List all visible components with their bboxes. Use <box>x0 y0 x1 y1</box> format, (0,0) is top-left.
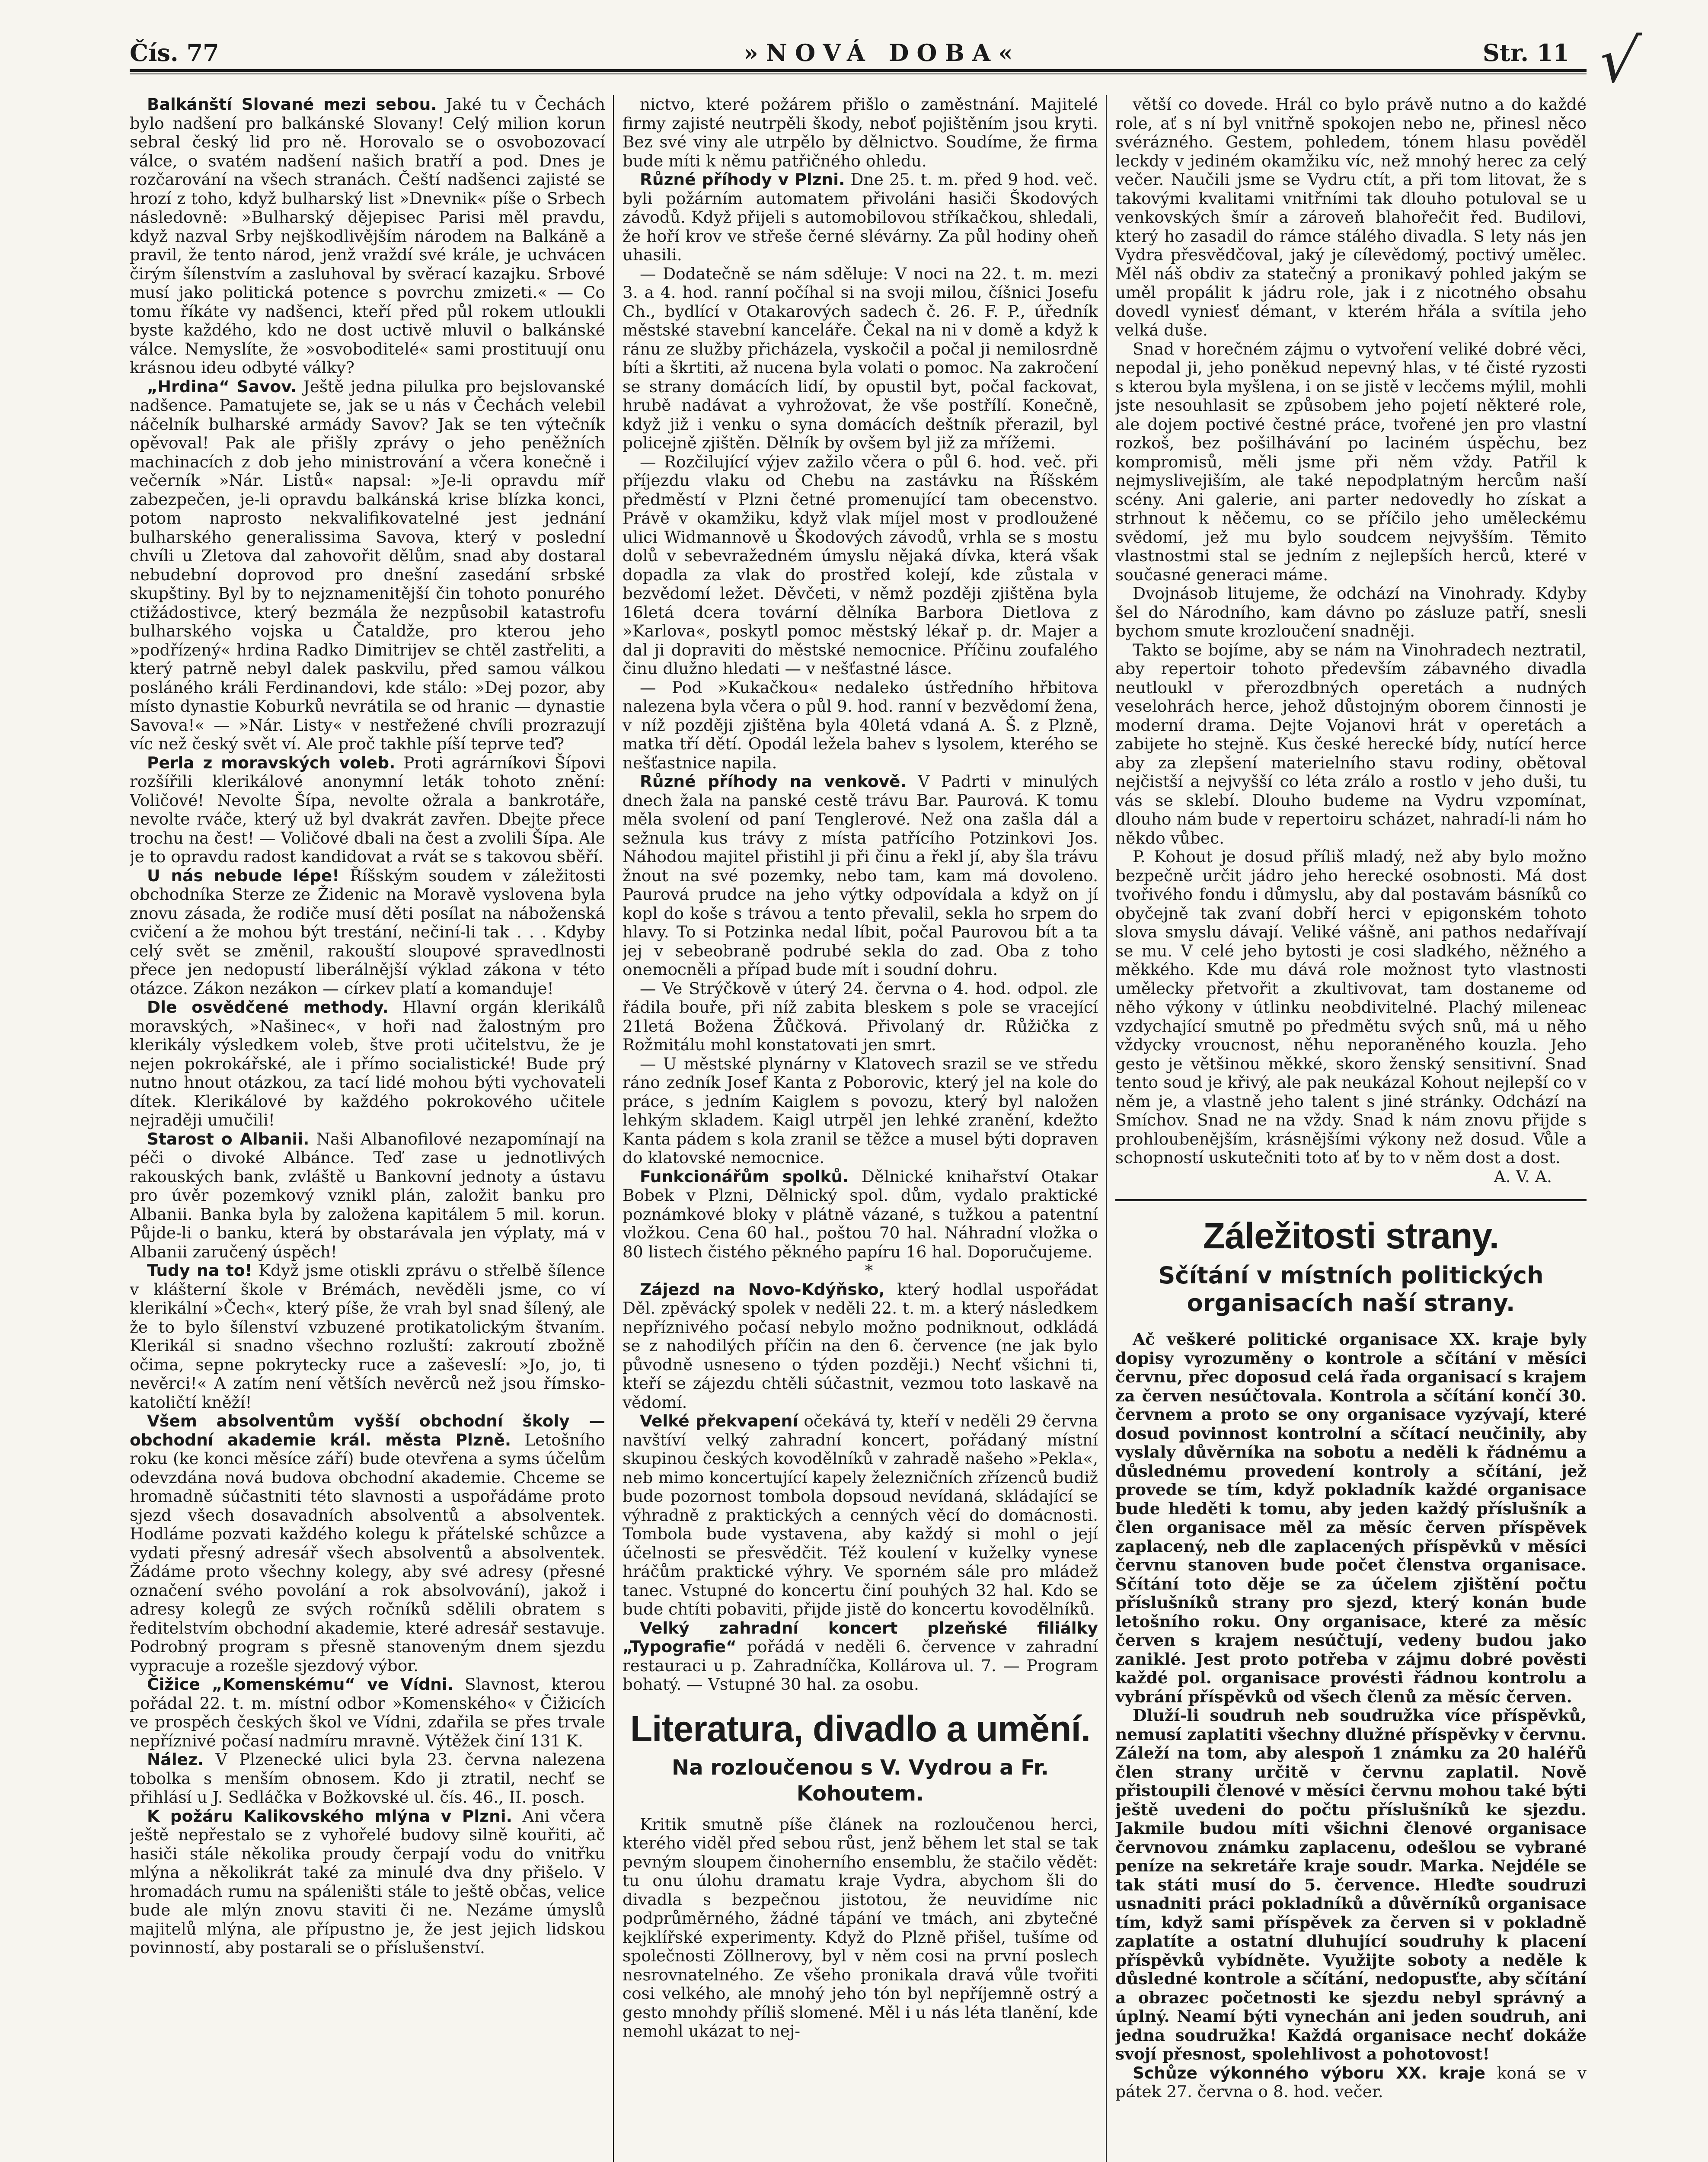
news-text: Hlavní orgán klerikálů moravských, »Našinec«, v hoři nad žalostným pro klerikály výsledkem voleb, štve proti učitelstvu, že je nejen pokrokářské, ale i přímo socialistické! Bude prý nutno hnout otázkou, za tací lidé mohou býti vychovateli dítek. Klerikálové by každého pokrokového učitele nejraději umučili! <box>130 998 605 1129</box>
news-headline: Nález. <box>147 1750 204 1769</box>
news-text: V Padrti v minulých dnech žala na panské cestě trávu Bar. Paurová. K tomu měla svolení od paní Tenglerové. Než ona zašla dál a sežnula kus trávy z místa patřícího Potzinkovi Jos. Náhodou majitel přistihl ji při činu a řekl jí, aby šla trávu žnout na své pozemky, nebo tam, kam má dovoleno. Paurová prudce na jeho výtky odpovídala a když on jí kopl do koše s trávou a tento převalil, sekla ho srpem do hlavy. To si Potzinka nedal líbit, počal Paurovou bít a ta jej v sebeobraně podrubé sekla do zad. Oba z toho onemocněli a případ bude mít i soudní dohru. <box>623 772 1098 979</box>
news-headline: Zájezd na Novo-Kdýňsko, <box>640 1279 885 1299</box>
news-paragraph <box>1115 340 1587 585</box>
news-text: Slavnost, kterou pořádal 22. t. m. místní odbor »Komenského« v Čižicích ve prospěch českých škol ve Vídni, zdařila se přes trvale nepříznivé počasí nadmíru mravně. Výtěžek činí 131 K. <box>130 1675 605 1750</box>
news-headline: Dle osvědčené methody. <box>147 998 389 1017</box>
news-text: Dělnické knihařství Otakar Bobek v Plzni, Dělnický spol. dům, vydalo praktické poznámkové bloky v plátně vázané, s tužkou a patentní vložkou. Cena 60 hal., poštou 70 hal. Náhradní vložka o 80 listech čistého pěkného papíru 16 hal. Doporučujeme. <box>623 1167 1098 1261</box>
separator-star: * <box>865 1261 873 1280</box>
column-3 <box>1115 95 1587 2162</box>
news-headline: Různé příhody na venkově. <box>640 772 907 791</box>
news-paragraph <box>623 979 1098 1055</box>
news-paragraph <box>130 377 605 754</box>
news-paragraph <box>130 1130 605 1262</box>
news-text: očekává ty, kteří v neděli 29 června navštíví velký zahradní koncert, pořádaný místní skupinou českých kovodělníků v zahradě našeho »Pekla«, neb mimo koncertující kapely železničních zřízenců budiž bude pozornost tombola dopsoud nevídaná, skládající se výhradně z praktických a cenných věcí do domácnosti. Tombola bude vystavena, aby každý si mohl o její účelnosti se přesvědčit. Též koulení v kuželky vynese hráčům praktické výhry. Ve sporném sále pro mládež tanec. Vstupné do koncertu činí pouhých 32 hal. Kdo se bude chtíti pobaviti, přijde jistě do koncertu kovodělníků. <box>623 1411 1098 1618</box>
news-headline: Tudy na to! <box>147 1261 252 1280</box>
news-text: — Pod »Kukačkou« nedaleko ústředního hřbitova nalezena byla včera o půl 9. hod. ranní v bezvědomí žena, v níž později zjištěna byla 40letá vdaná A. Š. z Plzně, matka tří dětí. Opodál ležela bahev s lysolem, kterého se nešťastnice napila. <box>623 678 1098 772</box>
news-text: Říšským soudem v záležitosti obchodníka Sterze ze Židenic na Moravě vyslovena byla znovu zásada, že rodiče musí děti posílat na náboženská cvičení a že mohou být trestání, nečiní-li tak . . . Kdyby celý svět se změnil, rakouští sloupové spravedlnosti přece jen nedopustí liberálnější výklad zákona v této otázce. Zákon nezákon — církev platí a komanduje! <box>130 866 605 998</box>
news-headline: Různé příhody v Plzni. <box>640 170 845 189</box>
article-signature: A. V. A. <box>1494 1167 1552 1186</box>
news-text: Jaké tu v Čechách bylo nadšení pro balkánské Slovany! Celý milion korun sebral český lid pro ně. Horovalo se o osvobozovací válce, o svatém nadšení našich bratří a pod. Dnes je rozčarování na všech stranách. Čeští nadšenci zajisté se hrozí z toho, když bulharský list »Dnevnik« píše o Srbech následovně: »Bulharský dějepisec Parisi měl pravdu, když nazval Srby nejškodlivějším národem na Balkáně a pravil, že tento národ, jenž vraždí své krále, je uchvácen čirým šílenstvím a zasluhoval by svěrací kazajku. Srbové musí jako politická potence s povrchu zmizeti.« — Co tomu říkáte vy nadšenci, kteří před půl rokem utloukli byste každého, kdo ne dost uctivě mluvil o balkánské válce. Nemyslíte, že »osvoboditelé« sami prostituují onu krásnou ideu odbyté války? <box>130 95 605 377</box>
news-text: — U městské plynárny v Klatovech srazil se ve středu ráno zedník Josef Kanta z Poborovic, který jel na kole do práce, s jedním Kaiglem s povozu, který byl naložen lehkým skladem. Kaigl utrpěl jen lehké zranění, kdežto Kanta pádem s kola zranil se těžce a musel býti dopraven do klatovské nemocnice. <box>623 1054 1098 1167</box>
section-title: Záležitosti strany. <box>1203 1215 1499 1256</box>
news-text: Letošního roku (ke konci měsíce září) bude otevřena a syms účelům odevzdána nová budova obchodní akademie. Chceme se hromadně súčastniti této slavnosti a uspořádáme proto sjezd všech dosavadních absolventů a absolventek. Hodláme pozvati každého kolegu k přátelské schůzce a vydati přesný adresář všech absolventů a absolventek. Žádáme proto všechny kolegy, aby své adresy (přesné označení svého povolání a rok absolvování), jakož i adresy kolegů ze svých ročníků sdělili obratem s ředitelstvím obchodní akademie, které adresář sestavuje. Podrobný program s přesně stanoveným dnem sjezdu vypracuje a rozešle sjezdový výbor. <box>130 1430 605 1675</box>
handwritten-check-mark: √ <box>1594 26 1643 96</box>
news-paragraph <box>623 95 1098 170</box>
article-title: Na rozloučenou s V. Vydrou a Fr. Kohoutem. <box>672 1755 1049 1806</box>
news-text: V Plzenecké ulici byla 23. června nalezena tobolka s menším obnosem. Kdo ji ztratil, nechť se přihlásí u J. Sedláčka v Božkovské ul. čís. 46., II. posch. <box>130 1750 605 1807</box>
news-text: Ani včera ještě nepřestalo se z vyhořelé budovy silně kouřiti, ač hasiči stále několika proudy čerpají vodu do vnitřku mlýna a několikrát také za minulé dva dny přišelo. V hromadách rumu na spáleništi stále to ještě občas, velice bude ale mlýn znovu staviti či ne. Nezáme úmyslů majitelů mlýna, ale přípustno je, že jest jejich lidskou povinností, aby postarali se o příslušenství. <box>130 1806 605 1957</box>
news-paragraph <box>130 754 605 867</box>
news-headline: Všem absolventům vyšší obchodní školy — obchodní akademie král. města Plzně. <box>130 1411 605 1449</box>
news-paragraph <box>623 772 1098 979</box>
news-text: Naši Albanofilové nezapomínají na péči o divoké Albánce. Teď zase u jednotlivých rakouských bank, zvláště u Bankovní jednoty a ústavu pro úvěr pozemkový vznikl plán, založit banku pro Albanii. Banka byla by založena kapitálem 5 mil. korun. Půjde-li o banku, která by obstarávala jen výplaty, má v Albanii zaručený úspěch! <box>130 1129 605 1261</box>
news-headline: „Hrdina“ Savov. <box>147 377 297 396</box>
news-text: Dluží-li soudruh neb soudružka více příspěvků, nemusí zaplatiti všechny dlužné příspěvky v červnu. Záleží na tom, aby alespoň 1 známku za 20 haléřů člen strany určitě v červnu zaplatil. Nově přistoupili členové v měsíci červnu mohou také býti ještě uvedeni do počtu příslušníků ke sjezdu. Jakmile budou míti všichni členové organisace červnovou známku zaplacenu, odešlou se vybrané peníze na sekretáře kraje soudr. Marka. Nejdéle se tak státi musí do 5. července. Hleďte soudruzi usnadniti práci pokladníků a důvěrníků organisace tím, když sami příspěvek za červen si v pokladně zaplatíte a ostatní dluhující soudruhy k placení příspěvků vybídněte. Využijte soboty a neděle k důsledné kontrole a sčítání, nedopusťte, aby sčítání a obrazec početnosti ke sjezdu nebyl správný a úplný. Neamí býti vynechán ani jeden soudruh, ani jedna soudružka! Každá organisace nechť dokáže svojí přesnost, spolehlivost a pohotovost! <box>1115 1706 1587 2063</box>
news-paragraph <box>623 265 1098 453</box>
news-headline: U nás nebude lépe! <box>147 866 340 885</box>
column-rule-2 <box>1106 95 1107 2162</box>
column-rule-1 <box>613 95 614 2162</box>
news-text: Dne 25. t. m. před 9 hod. več. byli požárním automatem přivoláni hasiči Škodových závodů. Když přijeli s automobilovou stříkačkou, shledali, že hoří krov ve střeše černé slévárny. Za půl hodiny oheň uhasili. <box>623 170 1098 264</box>
issue-number: Čís. 77 <box>130 39 219 67</box>
news-paragraph <box>130 998 605 1130</box>
page-header <box>130 39 1569 73</box>
news-paragraph <box>623 170 1098 265</box>
news-paragraph <box>130 95 605 377</box>
news-paragraph <box>1115 1330 1587 1706</box>
news-text: — Ve Strýčkově v úterý 24. června o 4. hod. odpol. zle řádila bouře, při níž zabita bleskem s pole se vracející 21letá Božena Žůčková. Přivolaný dr. Růžička z Rožmitálu mohl konstatovati jen smrt. <box>623 979 1098 1054</box>
news-headline: Balkánští Slované mezi sebou. <box>147 95 437 114</box>
column-2 <box>623 95 1098 2162</box>
news-paragraph <box>130 1807 605 1957</box>
news-headline: Velký zahradní koncert plzeňské filiálky „Typografie“ <box>623 1618 1098 1656</box>
article-subtitle: Sčítání v místních politických organisacích naší strany. <box>1158 1262 1544 1317</box>
news-headline: Schůze výkonného výboru XX. kraje <box>1133 2063 1486 2082</box>
news-paragraph <box>623 1619 1098 1694</box>
news-headline: Perla z moravských voleb. <box>147 753 396 772</box>
news-paragraph <box>1115 641 1587 848</box>
news-paragraph <box>130 1412 605 1675</box>
news-text: Ač veškeré politické organisace XX. kraje byly dopisy vyrozuměny o kontrole a sčítání v měsíci červnu, přec doposud celá řada organisací s krajem za červen nesúčtovala. Kontrola a sčítání končí 30. červnem a proto se ony organisace vyzývají, které dosud povinnost kontrolní a sčítací neučinily, aby vyslaly důvěrníka na sobotu a neděli k řádnému a důslednému provedení kontroly a sčítání, jež provede se tím, když pokladník každé organisace bude hleděti k tomu, aby jeden každý příslušník a člen organisace měl za měsíc červen příspěvek zaplacený, neb dle zaplacených příspěvků v měsíci červnu stanoven bude počet členstva organisace. Sčítání toto děje se za účelem zjištění počtu příslušníků strany pro sjezd, který konán bude letošního roku. Ony organisace, které za měsíc červen s krajem nesúčtují, vedeny budou jako zaniklé. Jest proto potřeba v zájmu dobré pověsti každé pol. organisace provésti řádnou kontrolu a vybrání příspěvků od všech členů za měsíc červen. <box>1115 1330 1587 1706</box>
news-paragraph <box>1115 2064 1587 2101</box>
news-headline: Čižice „Komenskému“ ve Vídni. <box>147 1675 453 1694</box>
news-paragraph <box>130 867 605 998</box>
news-paragraph <box>1115 584 1587 641</box>
news-paragraph <box>130 1750 605 1807</box>
page-number: Str. 11 <box>1482 39 1569 67</box>
news-paragraph <box>1115 848 1587 1167</box>
news-headline: Funkcionářům spolků. <box>640 1167 849 1186</box>
news-text: Snad v horečném zájmu o vytvoření veliké dobré věci, nepodal ji, jeho poněkud nepevný hlas, v té čisté ryzosti s kterou byla myšlena, i on se jistě v lecčems mýlil, mohli jste nesouhlasit se způsobem jeho pojetí některé role, ale dojem poctivé čestné práce, tvořené jen pro vlastní rozkoš, bez pošilhávání po laciném úspěchu, bez kompromisů, měli jsme při něm vždy. Patřil k nejmyslivejiším, ale také nepodplatným hercům naší scény. Ani galerie, ani parter nedovedly ho získat a strhnout k něčemu, co se příčilo jeho uměleckému svědomí, jež mu bylo soudcem nejvyšším. Těmito vlastnostmi stal se jedním z nejlepších herců, které v současné generaci máme. <box>1115 339 1587 584</box>
news-paragraph <box>130 1261 605 1412</box>
news-text: Když jsme otiskli zprávu o střelbě šílence v klášterní škole v Brémách, nevěděli jsme, co ví klerikální »Čech«, který píše, že vrah byl snad šílený, ale že to bylo šílenství vzbuzené protikatolickým štvaním. Klerikál si snadno všechno rozluští: zakroutí zbožně očima, sepne pokrytecky ruce a zaševeslí: »Jo, jo, ti nevěrci!« A zatím není větších nevěrců než jsou římsko-katoličtí kněží! <box>130 1261 605 1412</box>
news-paragraph <box>623 453 1098 678</box>
news-text: koná se v pátek 27. června o 8. hod. večer. <box>1115 2063 1587 2101</box>
news-text: který hodlal uspořádat Děl. zpěvácký spolek v neděli 22. t. m. a který následkem nepříznivého počasí nebylo možno podniknout, odkládá se z nahodilých příčin na den 6. července (ne jak bylo původně usneseno o týden později.) Nechť všichni ti, kteří se zájezdu chtěli súčastnit, vezmou toto laskavě na vědomí. <box>623 1279 1098 1412</box>
news-text: — Rozčilující výjev zažilo včera o půl 6. hod. več. při příjezdu vlaku od Chebu na zastávku na Říšském předměstí v Plzni četné promenující tam obecenstvo. Právě v okamžiku, když vlak míjel most v prodloužené ulici Widmannově u Škodových závodů, vrhla se s mostu dolů v sebevražedném úmyslu nějaká dívka, která však dopadla za vlak do prostřed kolejí, kde zůstala v bezvědomí ležet. Děvčeti, v němž později zjištěna byla 16letá dcera tovární dělníka Barbora Dietlova z »Karlova«, poskytl pomoc městský lékař p. dr. Majer a dal ji dopraviti do městské nemocnice. Příčinu zoufalého činu dlužno hledati — v nešťastné lásce. <box>623 452 1098 678</box>
news-text: Takto se bojíme, aby se nám na Vinohradech neztratil, aby repertoir tohoto především zábavného divadla neutloukl v přerozdbných operetách a nudných veselohrách herce, jehož důstojným oborem činnosti je moderní drama. Dejte Vojanovi hrát v operetách a zabijete ho stejně. Kus české herecké bídy, nutící herce aby za zlepšení materielního stavu rodiny, obětoval nejčistší a nejvyšší co léta zrálo a rostlo v jeho duši, tu vás se sklebí. Dlouho budeme na Vydru vzpomínat, dlouho nám bude v repertoiru scházet, nahradí-li nám ho někdo vůbec. <box>1115 640 1587 848</box>
news-paragraph <box>623 1055 1098 1167</box>
news-paragraph <box>1115 95 1587 340</box>
news-paragraph <box>1115 1706 1587 2064</box>
news-text: Dvojnásob litujeme, že odchází na Vinohrady. Kdyby šel do Národního, kam dávno po zásluze patří, snesli bychom smute krozloučení snadněji. <box>1115 584 1587 640</box>
news-paragraph <box>130 1675 605 1750</box>
news-paragraph <box>623 1280 1098 1412</box>
news-text: pořádá v neděli 6. července v zahradní restauraci u p. Zahradníčka, Kollárova ul. 7. — Program bohatý. — Vstupné 30 hal. za osobu. <box>623 1637 1098 1694</box>
header-rule <box>130 69 1587 72</box>
news-text: Ještě jedna pilulka pro bejslovanské nadšence. Pamatujete se, jak se u nás v Čechách velebil náčelník bulharské armády Savov? Jak se ten výtečník opěvoval! Pak ale přišly zprávy o jeho peněžních machinacích z dob jeho ministrování a včera konečně i večerník »Nár. Listů« napsal: »Je-li opravdu míř zabezpečen, je-li opravdu balkánská krise blízka konci, potom naprosto nekvalifikovatelné jest jednání bulharského generalissima Savova, který v poslední chvíli u Zletova dal zahovořit dělům, snad aby dostaral nebudební doprovod pro dnešní zasedání srbské skupštiny. Byl by to nejznamenitější čin tohoto ponurého ctižádostivce, který bezmála že nezpůsobil katastrofu bulharského vojska u Čataldže, pro kterou jeho »podřízený« hrdina Radko Dimitrijev se chtěl zastřeliti, a který patrně nebyl dalek paskvilu, před samou válkou posláného králi Ferdinandovi, kde stálo: »Dej pozor, aby místo dynastie Koburků nevrátila se od hranic — dynastie Savova!« — »Nár. Listy« v nestřežené chvíli prozrazují víc než český svět ví. Ale proč takhle píší teprve teď? <box>130 377 605 753</box>
news-text: větší co dovede. Hrál co bylo právě nutno a do každé role, ať s ní byl vnitřně spokojen nebo ne, přinesl něco svérázného. Gestem, pohledem, tónem hlasu pověděl leckdy v jediném okamžiku víc, než mnohý herec za celý večer. Naučili jsme se Vydru ctít, a při tom litovat, že s takovými kvalitami vnitřními tak dlouho potuloval se u venkovských šmír a zároveň blahořečit řed. Budilovi, který ho zasadil do rámce stálého divadla. S lety nás jen Vydra přesvědčoval, jaký je cílevědomý, poctivý umělec. Měl náš obdiv za statečný a pronikavý pohled jakým se uměl propálit k jádru role, jak i z nicotného obsahu dovedl vyniesť démant, v kterém hřála a svítila jeho velká duše. <box>1115 95 1587 339</box>
news-text: Proti agrárníkovi Šípovi rozšířili klerikálové anonymní leták tohoto znění: Voličové! Nevolte Šípa, nevolte ožrala a bankrotáře, nevolte rváče, který už byl dvakrát zavřen. Dbejte přece trochu na čest! — Voličové dbali na čest a zvolili Šípa. Ale je to opravdu radost kandidovat a rvát se s takovou sběří. <box>130 753 605 866</box>
section-divider <box>1115 1199 1587 1201</box>
masthead-title: »NOVÁ DOBA« <box>744 39 1021 67</box>
news-text: Kritik smutně píše článek na rozloučenou herci, kterého viděl před sebou růst, jenž během let stal se tak pevným sloupem činoherního ensemblu, že stačilo vědět: tu onu úlohu dramatu kraje Vydra, abychom šli do divadla s bezpečnou jistotou, že neuvidíme nic podprůměrného, žádné tápání ve tmách, ani zbytečné kejklířské experimenty. Když do Plzně přišel, tušíme od společnosti Zöllnerovy, byl v něm cosi na první poslech nesrovnatelného. Ze všeho pronikala dravá vůle tvořiti cosi velkého, ale mnohý jeho tón byl nepříjemně ostrý a gesto mnohdy příliš slomené. Měl i u nás léta tlanění, kde nemohl ukázat to nej- <box>623 1814 1098 2040</box>
news-text: nictvo, které požárem přišlo o zaměstnání. Majitelé firmy zajisté neutrpěli škody, neboť pojištěním jsou kryti. Bez své viny ale utrpělo by dělnictvo. Soudíme, že firma bude míti k němu patřičného ohledu. <box>623 95 1098 170</box>
news-paragraph <box>623 678 1098 773</box>
news-text: — Dodatečně se nám sděluje: V noci na 22. t. m. mezi 3. a 4. hod. ranní počíhal si na svoji milou, číšnici Josefu Ch., bydlící v Otakarových sadech č. 26. F. P., úředník městské stavební kanceláře. Čekal na ni v domě a když k ránu ze služby přicházela, vyskočil a počal ji nemilosrdně bíti a škrtiti, až nucena byla volati o pomoc. Na zakročení se strany domácích lidí, by opustil byt, počal fackovat, hrubě nadávat a vyhrožovat, že vše postřílí. Konečně, když již i venku o syna domácích deštník přerazil, byl policejně zjištěn. Dělník by ovšem byl již za mřížemi. <box>623 264 1098 452</box>
column-1 <box>130 95 605 2162</box>
section-title: Literatura, divadlo a umění. <box>630 1708 1091 1749</box>
news-paragraph <box>623 1412 1098 1619</box>
news-paragraph <box>623 1167 1098 1262</box>
news-headline: K požáru Kalikovského mlýna v Plzni. <box>147 1806 512 1826</box>
news-headline: Starost o Albanii. <box>147 1129 310 1148</box>
news-paragraph <box>623 1815 1098 2041</box>
news-text: P. Kohout je dosud příliš mladý, než aby bylo možno bezpečně určit jádro jeho herecké osobnosti. Má dost tvořivého fondu i důmyslu, aby dal postavám básníků co obyčejně tak zvaní dobří herci v epigonském tohoto slova smyslu dávají. Veliké vášně, ani pathos nedařívají se mu. V celé jeho bytosti je cosi sladkého, něžného a měkkého. Kde mu dává role možnost tyto vlastnosti umělecky přetvořit a zkultivovat, tam dostaneme od něho výkony v útlinku neobdivitelné. Plachý mileneac vzdychající smutně po předmětu svých snů, má u něho vždycky vroucnost, něhu neporaněného kouzla. Jeho gesto je většinou měkké, skoro ženský sensitivní. Snad tento soud je křivý, ale pak neukázal Kohout nejlepší co v něm je, a vlastně jeho talent s jiné stránky. Odchází na Smíchov. Snad ne na vždy. Snad k nám znovu přijde s prohloubenějším, krásnějšími výkony než dosud. Vůle a schopností uskutečniti toto ať by to v něm dost a dost. <box>1115 847 1587 1167</box>
news-headline: Velké překvapení <box>640 1411 798 1430</box>
